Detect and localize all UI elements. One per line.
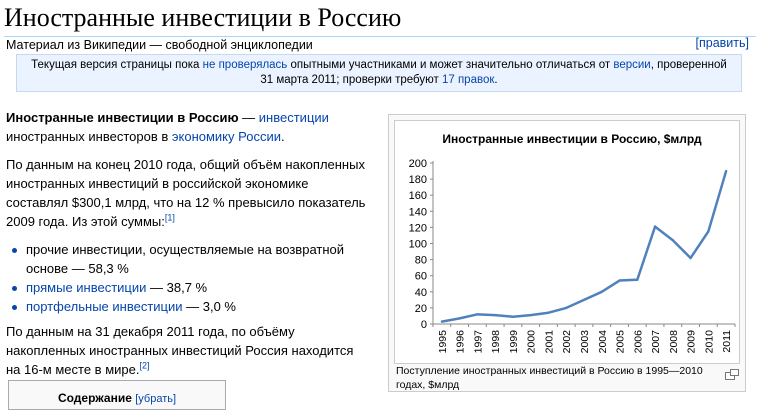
notice-text-1: Текущая версия страницы пока bbox=[31, 59, 203, 71]
notice-text-2: опытными участниками и может значительно отличаться от bbox=[287, 59, 614, 71]
edit-link[interactable]: [править] bbox=[695, 36, 749, 50]
data-point bbox=[689, 257, 691, 259]
data-point bbox=[530, 314, 532, 316]
y-tick-label: 140 bbox=[408, 206, 427, 219]
stats-paragraph bbox=[6, 155, 366, 231]
x-tick-label: 2008 bbox=[667, 330, 680, 354]
x-tick-label: 1996 bbox=[454, 330, 467, 354]
data-point bbox=[547, 312, 549, 314]
x-tick-label: 2004 bbox=[596, 330, 609, 354]
x-tick-label: 1997 bbox=[472, 330, 485, 354]
magnify-icon[interactable] bbox=[725, 367, 739, 385]
investment-line-chart bbox=[395, 121, 739, 363]
direct-investments-link[interactable]: прямые инвестиции bbox=[26, 280, 147, 295]
ranking-text: По данным на 31 декабря 2011 года, по объёму накопленных иностранных инвестиций Россия находится на 16-м месте в мире. bbox=[6, 324, 354, 377]
list-item bbox=[20, 278, 366, 297]
data-point bbox=[494, 314, 496, 316]
x-tick-label: 2003 bbox=[579, 330, 591, 354]
data-point bbox=[654, 225, 656, 227]
review-notice bbox=[16, 54, 742, 92]
chart-image[interactable] bbox=[394, 120, 740, 364]
y-tick-label: 160 bbox=[408, 190, 427, 203]
x-tick-label: 2010 bbox=[703, 330, 716, 354]
data-point bbox=[707, 230, 709, 232]
chart-title: Иностранные инвестиции в Россию, $млрд bbox=[442, 132, 702, 146]
portfolio-investments-link[interactable]: портфельные инвестиции bbox=[26, 299, 183, 314]
page-title: Иностранные инвестиции в Россию bbox=[4, 2, 756, 37]
intro-text: иностранных инвесторов в bbox=[6, 129, 172, 144]
x-tick-label: 1998 bbox=[490, 330, 503, 354]
list-item bbox=[20, 240, 366, 278]
list-item-text: — 3,0 % bbox=[182, 299, 236, 314]
data-point bbox=[565, 307, 567, 309]
list-item-text: прочие инвестиции, осуществляемые на возвратной основе — 58,3 % bbox=[26, 242, 345, 276]
list-item bbox=[20, 297, 366, 316]
x-tick-label: 2001 bbox=[543, 330, 556, 354]
data-point bbox=[672, 239, 674, 241]
reference-1-link[interactable]: [1] bbox=[164, 212, 175, 223]
data-point bbox=[601, 291, 603, 293]
data-point bbox=[583, 299, 585, 301]
y-tick-label: 200 bbox=[408, 158, 427, 170]
investment-breakdown-list bbox=[6, 240, 366, 316]
intro-paragraph bbox=[6, 108, 366, 146]
y-tick-label: 40 bbox=[414, 286, 427, 299]
ranking-paragraph bbox=[6, 322, 366, 379]
article-body bbox=[6, 108, 366, 388]
y-tick-label: 0 bbox=[420, 319, 427, 331]
notice-version-link[interactable]: версии bbox=[613, 59, 651, 71]
page-subtitle: Материал из Википедии — свободной энциклопедии bbox=[6, 38, 313, 52]
investments-link[interactable]: инвестиции bbox=[258, 110, 329, 125]
y-tick-label: 100 bbox=[408, 238, 427, 251]
notice-edits-link[interactable]: 17 правок bbox=[441, 74, 495, 86]
x-tick-label: 2009 bbox=[685, 330, 698, 354]
data-point bbox=[725, 170, 727, 172]
x-tick-label: 2006 bbox=[632, 330, 645, 354]
notice-text-3: , проверенной 31 марта 2011; проверки требуют bbox=[260, 59, 727, 86]
chart-figure bbox=[388, 114, 746, 392]
y-tick-label: 20 bbox=[414, 302, 427, 315]
x-tick-label: 2011 bbox=[721, 330, 734, 353]
reference-2-link[interactable]: [2] bbox=[139, 360, 150, 371]
intro-bold-term: Иностранные инвестиции в Россию bbox=[6, 110, 239, 125]
notice-unchecked-link[interactable]: не проверялась bbox=[202, 59, 288, 71]
toc-toggle-link[interactable]: [убрать] bbox=[135, 393, 177, 405]
data-point bbox=[618, 279, 620, 281]
figure-caption: Поступление иностранных инвестиций в Россию в 1995—2010 годах, $млрд bbox=[396, 365, 703, 391]
table-of-contents bbox=[8, 380, 226, 410]
data-point bbox=[476, 313, 478, 315]
intro-dash: — bbox=[238, 110, 259, 125]
x-tick-label: 2002 bbox=[561, 330, 574, 354]
x-tick-label: 2007 bbox=[650, 330, 663, 354]
intro-end: . bbox=[280, 129, 285, 144]
list-item-text: — 38,7 % bbox=[146, 280, 208, 295]
y-tick-label: 80 bbox=[414, 254, 427, 267]
data-point bbox=[512, 316, 514, 318]
y-tick-label: 120 bbox=[408, 222, 427, 235]
data-point bbox=[636, 279, 638, 281]
x-tick-label: 1999 bbox=[507, 330, 520, 354]
y-tick-label: 60 bbox=[414, 270, 427, 283]
notice-text-4: . bbox=[494, 74, 498, 86]
russian-economy-link[interactable]: экономику России bbox=[171, 129, 281, 144]
x-tick-label: 1995 bbox=[436, 330, 449, 354]
stats-text: По данным на конец 2010 года, общий объём накопленных иностранных инвестиций в российской экономике составлял $300,1 млрд, что на 12 % превысило показатель 2009 года. Из этой суммы: bbox=[6, 157, 366, 229]
x-tick-label: 2005 bbox=[614, 330, 627, 354]
toc-title: Содержание bbox=[57, 391, 132, 405]
x-tick-label: 2000 bbox=[525, 330, 538, 354]
y-tick-label: 180 bbox=[408, 174, 427, 187]
data-point bbox=[441, 320, 443, 322]
data-point bbox=[458, 317, 460, 319]
